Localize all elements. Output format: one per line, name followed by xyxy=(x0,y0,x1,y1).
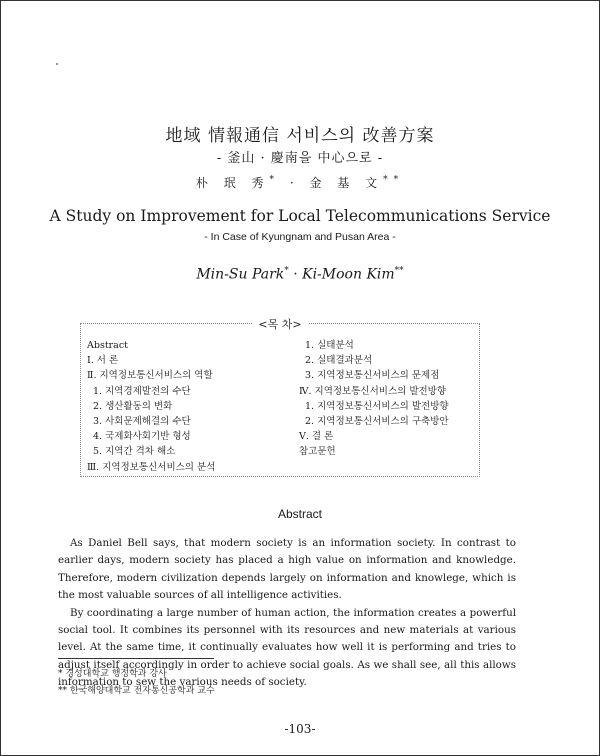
toc-left-column xyxy=(87,338,215,475)
toc-item: 5. 지역간 격차 해소 xyxy=(93,446,176,458)
toc-item: 3. 사회문제해결의 수단 xyxy=(93,416,191,428)
author-2-en-mark: ** xyxy=(394,266,404,276)
title-english: A Study on Improvement for Local Telecommunications Service xyxy=(49,207,551,225)
toc-item: 2. 지역정보통신서비스의 구축방안 xyxy=(305,416,449,428)
abstract-paragraph: By coordinating a large number of human action, the information creates a powerful social tool. It combines its personnel with its resources and new materials at various level. At the same time, it continually evaluates how well it is performing and tries to adjust itself accordingly in order to achieve social goals. As we shall see, all this allows information to sew the various needs of society. xyxy=(58,606,516,689)
toc-heading: <목 차> xyxy=(81,316,479,332)
toc-item: 4. 국제화사회기반 형성 xyxy=(93,431,191,443)
footnote-rule xyxy=(58,658,214,659)
toc-item: Ⅴ. 결 론 xyxy=(299,431,334,443)
author-2-mark: ** xyxy=(383,175,405,185)
authors-korean xyxy=(0,174,600,191)
title-korean: 地域 情報通信 서비스의 改善方案 xyxy=(165,126,435,146)
toc-item: Ⅰ. 서 론 xyxy=(87,355,119,367)
toc-item: Abstract xyxy=(87,340,128,351)
page-number: -103- xyxy=(284,722,316,736)
author-1-mark: * xyxy=(269,175,281,185)
abstract-heading: Abstract xyxy=(277,507,322,521)
toc-item: 1. 지역정보통신서비스의 발전방향 xyxy=(305,400,449,412)
speck xyxy=(56,63,58,65)
toc-item: Ⅱ. 지역정보통신서비스의 역할 xyxy=(87,370,213,382)
author-1-en: Min-Su Park xyxy=(196,266,285,283)
toc-item: 참고문헌 xyxy=(299,446,336,458)
toc-item: 3. 지역정보통신서비스의 문제점 xyxy=(305,370,440,382)
toc-item: 1. 실태분석 xyxy=(305,340,354,351)
author-2-en: Ki-Moon Kim xyxy=(302,266,395,283)
toc-item: 2. 생산활동의 변화 xyxy=(93,400,173,412)
footnotes xyxy=(58,666,215,700)
author-1-en-mark: * xyxy=(284,266,289,276)
toc-item: 2. 실태결과분석 xyxy=(305,355,373,367)
abstract-paragraph: As Daniel Bell says, that modern society is an information society. In contrast to earlier days, modern society has placed a high value on information and knowledge. Therefore, modern civilization depends largely on information and knowlege, which is the most valuable sources of all intelligence activities. xyxy=(58,537,516,602)
author-en-separator: · xyxy=(288,266,303,283)
toc-item: Ⅳ. 지역정보통신서비스의 발전방향 xyxy=(299,385,447,397)
subtitle-korean: - 釜山 · 慶南을 中心으로 - xyxy=(216,151,384,166)
authors-english xyxy=(0,266,600,283)
author-separator: · xyxy=(280,176,310,190)
toc-item: 1. 지역경제발전의 수단 xyxy=(93,385,191,397)
footnote: * 경성대학교 행정학과 강사 xyxy=(58,669,167,679)
toc-item: Ⅲ. 지역정보통신서비스의 분석 xyxy=(87,461,216,473)
table-of-contents xyxy=(80,318,480,477)
subtitle-english: - In Case of Kyungnam and Pusan Area - xyxy=(204,231,396,243)
toc-right-column xyxy=(299,338,449,460)
author-2-ko: 金 基 文 xyxy=(309,176,384,190)
footnote: ** 한국해양대학교 전자통신공학과 교수 xyxy=(58,686,215,696)
author-1-ko: 朴 珉 秀 xyxy=(195,176,270,190)
